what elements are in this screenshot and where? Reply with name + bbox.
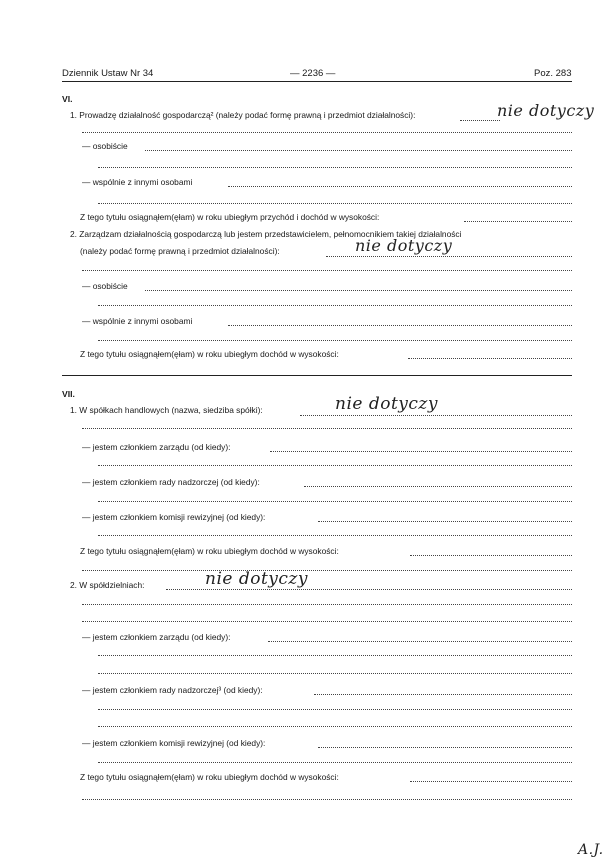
fill-line — [166, 589, 572, 590]
fill-line — [304, 486, 572, 487]
s6-item1-wspolnie: — wspólnie z innymi osobami — [82, 177, 193, 187]
fill-line — [98, 762, 572, 763]
fill-line — [98, 465, 572, 466]
section-6-label: VI. — [62, 94, 73, 104]
fill-line — [460, 120, 500, 121]
s7-item2-text: 2. W spółdzielniach: — [70, 580, 145, 590]
s7-item2-zarzad: — jestem członkiem zarządu (od kiedy): — [82, 632, 231, 642]
s6-item2-text-line2: (należy podać formę prawną i przedmiot działalności): — [80, 246, 280, 256]
fill-line — [98, 203, 572, 204]
page-number: — 2236 — — [290, 68, 336, 79]
s6-item2-osobiscie: — osobiście — [82, 281, 128, 291]
s7-item2-rada: — jestem członkiem rady nadzorczej³ (od kiedy): — [82, 685, 263, 695]
fill-line — [82, 799, 572, 800]
s6-item1-text: 1. Prowadzę działalność gospodarczą² (należy podać formę prawną i przedmiot działalności): — [70, 110, 416, 120]
fill-line — [98, 501, 572, 502]
initials-signature: A.J. — [578, 842, 604, 858]
s7-item1-rada: — jestem członkiem rady nadzorczej (od kiedy): — [82, 477, 260, 487]
fill-line — [82, 428, 572, 429]
fill-line — [98, 673, 572, 674]
fill-line — [98, 305, 572, 306]
fill-line — [98, 340, 572, 341]
fill-line — [98, 655, 572, 656]
fill-line — [408, 358, 572, 359]
s7-item1-komisja: — jestem członkiem komisji rewizyjnej (od kiedy): — [82, 512, 266, 522]
s6-item2-text-line1: 2. Zarządzam działalnością gospodarczą lub jestem przedstawicielem, pełnomocnikiem takiej działalności — [70, 229, 462, 239]
fill-line — [98, 535, 572, 536]
fill-line — [270, 451, 572, 452]
s6-item2-wspolnie: — wspólnie z innymi osobami — [82, 316, 193, 326]
fill-line — [228, 325, 572, 326]
journal-title: Dziennik Ustaw Nr 34 — [62, 68, 154, 79]
s7-item1-income: Z tego tytułu osiągnąłem(ęłam) w roku ubiegłym dochód w wysokości: — [80, 546, 339, 556]
fill-line — [268, 641, 572, 642]
s7-item2-income: Z tego tytułu osiągnąłem(ęłam) w roku ubiegłym dochód w wysokości: — [80, 772, 339, 782]
section-divider — [62, 375, 572, 376]
fill-line — [318, 747, 572, 748]
fill-line — [82, 270, 572, 271]
fill-line — [145, 150, 572, 151]
fill-line — [318, 521, 572, 522]
section-7-label: VII. — [62, 389, 75, 399]
fill-line — [300, 415, 572, 416]
s7-item1-text: 1. W spółkach handlowych (nazwa, siedziba spółki): — [70, 405, 263, 415]
s6-item2-income: Z tego tytułu osiągnąłem(ęłam) w roku ubiegłym dochód w wysokości: — [80, 349, 339, 359]
s7-item2-komisja: — jestem członkiem komisji rewizyjnej (od kiedy): — [82, 738, 266, 748]
fill-line — [410, 781, 572, 782]
fill-line — [314, 694, 572, 695]
s6-item1-osobiscie: — osobiście — [82, 141, 128, 151]
fill-line — [145, 290, 572, 291]
s7-item1-handwritten: nie dotyczy — [335, 394, 438, 414]
position-number: Poz. 283 — [534, 68, 572, 79]
s7-item1-zarzad: — jestem członkiem zarządu (od kiedy): — [82, 442, 231, 452]
header-rule — [62, 81, 572, 82]
fill-line — [326, 256, 572, 257]
s6-item1-income: Z tego tytułu osiągnąłem(ęłam) w roku ubiegłym przychód i dochód w wysokości: — [80, 212, 380, 222]
fill-line — [228, 186, 572, 187]
fill-line — [410, 555, 572, 556]
fill-line — [98, 726, 572, 727]
fill-line — [82, 570, 572, 571]
fill-line — [98, 167, 572, 168]
fill-line — [82, 132, 572, 133]
fill-line — [464, 221, 572, 222]
s6-item1-handwritten: nie dotyczy — [497, 101, 595, 120]
fill-line — [98, 709, 572, 710]
s7-item2-handwritten: nie dotyczy — [205, 569, 308, 589]
fill-line — [82, 604, 572, 605]
s6-item2-handwritten: nie dotyczy — [355, 236, 453, 255]
fill-line — [82, 621, 572, 622]
